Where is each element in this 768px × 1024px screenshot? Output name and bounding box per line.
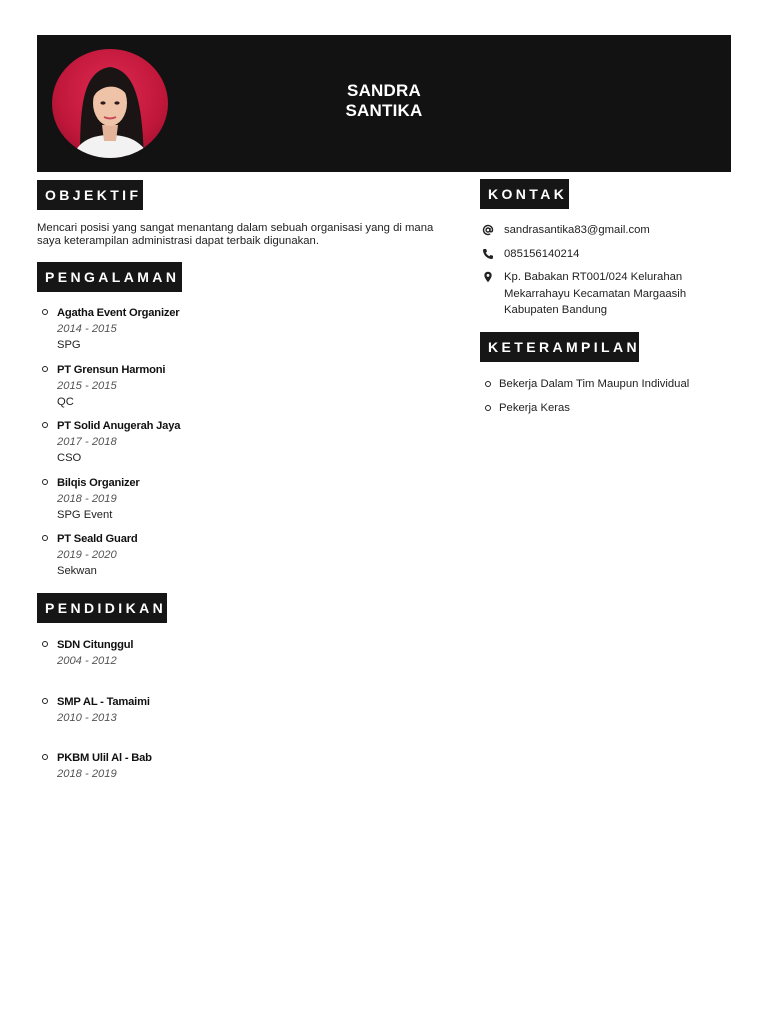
- experience-item: [38, 531, 180, 588]
- section-title-objective: OBJEKTIF: [37, 180, 143, 210]
- experience-period: 2017 - 2018: [57, 436, 117, 448]
- section-title-experience: PENGALAMAN: [37, 262, 182, 292]
- list-bullet: [42, 309, 48, 315]
- contact-address: [482, 269, 722, 319]
- education-school: PKBM Ulil Al - Bab: [57, 752, 152, 764]
- education-item: [38, 637, 152, 694]
- experience-list: [38, 305, 180, 588]
- education-item: [38, 750, 152, 807]
- education-period: 2010 - 2013: [57, 711, 117, 724]
- contact-phone[interactable]: [482, 246, 722, 263]
- experience-role: Sekwan: [57, 565, 97, 577]
- contact-phone-text: 085156140214: [504, 247, 580, 260]
- skill-item: [480, 400, 689, 424]
- profile-photo-illustration: [52, 49, 168, 158]
- experience-item: [38, 418, 180, 475]
- experience-item: [38, 305, 180, 362]
- experience-item: [38, 362, 180, 419]
- experience-period: 2018 - 2019: [57, 492, 117, 505]
- section-title-contact: KONTAK: [480, 179, 569, 209]
- contact-email[interactable]: [482, 222, 722, 239]
- contact-list: [482, 222, 722, 319]
- experience-role: SPG Event: [57, 508, 113, 521]
- contact-address-text: Kp. Babakan RT001/024 Kelurahan Mekarrahayu Kecamatan Margaasih Kabupaten Bandung: [504, 271, 687, 316]
- skill-item: [480, 376, 689, 400]
- experience-period: 2014 - 2015: [57, 323, 117, 335]
- resume-header: [37, 35, 731, 172]
- education-school: SMP AL - Tamaimi: [57, 695, 150, 708]
- experience-role: QC: [57, 395, 74, 408]
- list-bullet: [485, 381, 491, 387]
- experience-company: PT Solid Anugerah Jaya: [57, 420, 181, 432]
- at-icon: [482, 224, 494, 236]
- section-title-education: PENDIDIKAN: [37, 593, 167, 623]
- experience-period: 2015 - 2015: [57, 379, 117, 392]
- experience-company: Bilqis Organizer: [57, 476, 140, 489]
- education-item: [38, 694, 152, 751]
- location-pin-icon: [482, 271, 494, 283]
- experience-company: Agatha Event Organizer: [57, 307, 180, 319]
- education-school: SDN Citunggul: [57, 639, 134, 651]
- skill-text: Pekerja Keras: [499, 402, 570, 414]
- experience-company: PT Seald Guard: [57, 533, 138, 545]
- list-bullet: [42, 366, 48, 372]
- phone-icon: [482, 248, 494, 260]
- list-bullet: [42, 698, 48, 704]
- profile-photo: [52, 49, 168, 158]
- skill-text: Bekerja Dalam Tim Maupun Individual: [499, 378, 690, 390]
- objective-text: Mencari posisi yang sangat menantang dalam sebuah organisasi yang di mana saya keterampilan administrasi dapat terbaik digunakan.: [37, 222, 434, 247]
- education-list: [38, 637, 152, 807]
- experience-item: [38, 475, 180, 532]
- list-bullet: [42, 641, 48, 647]
- list-bullet: [42, 479, 48, 485]
- experience-company: PT Grensun Harmoni: [57, 363, 166, 376]
- education-period: 2004 - 2012: [57, 655, 117, 667]
- experience-period: 2019 - 2020: [57, 549, 117, 561]
- candidate-name: SANDRA SANTIKA: [345, 81, 423, 120]
- education-period: 2018 - 2019: [57, 768, 117, 780]
- list-bullet: [42, 754, 48, 760]
- list-bullet: [42, 535, 48, 541]
- experience-role: SPG: [57, 339, 81, 351]
- contact-email-text: sandrasantika83@gmail.com: [504, 224, 650, 236]
- list-bullet: [485, 405, 491, 411]
- experience-role: CSO: [57, 452, 82, 464]
- list-bullet: [42, 422, 48, 428]
- skills-list: [480, 376, 689, 424]
- section-title-skills: KETERAMPILAN: [480, 332, 639, 362]
